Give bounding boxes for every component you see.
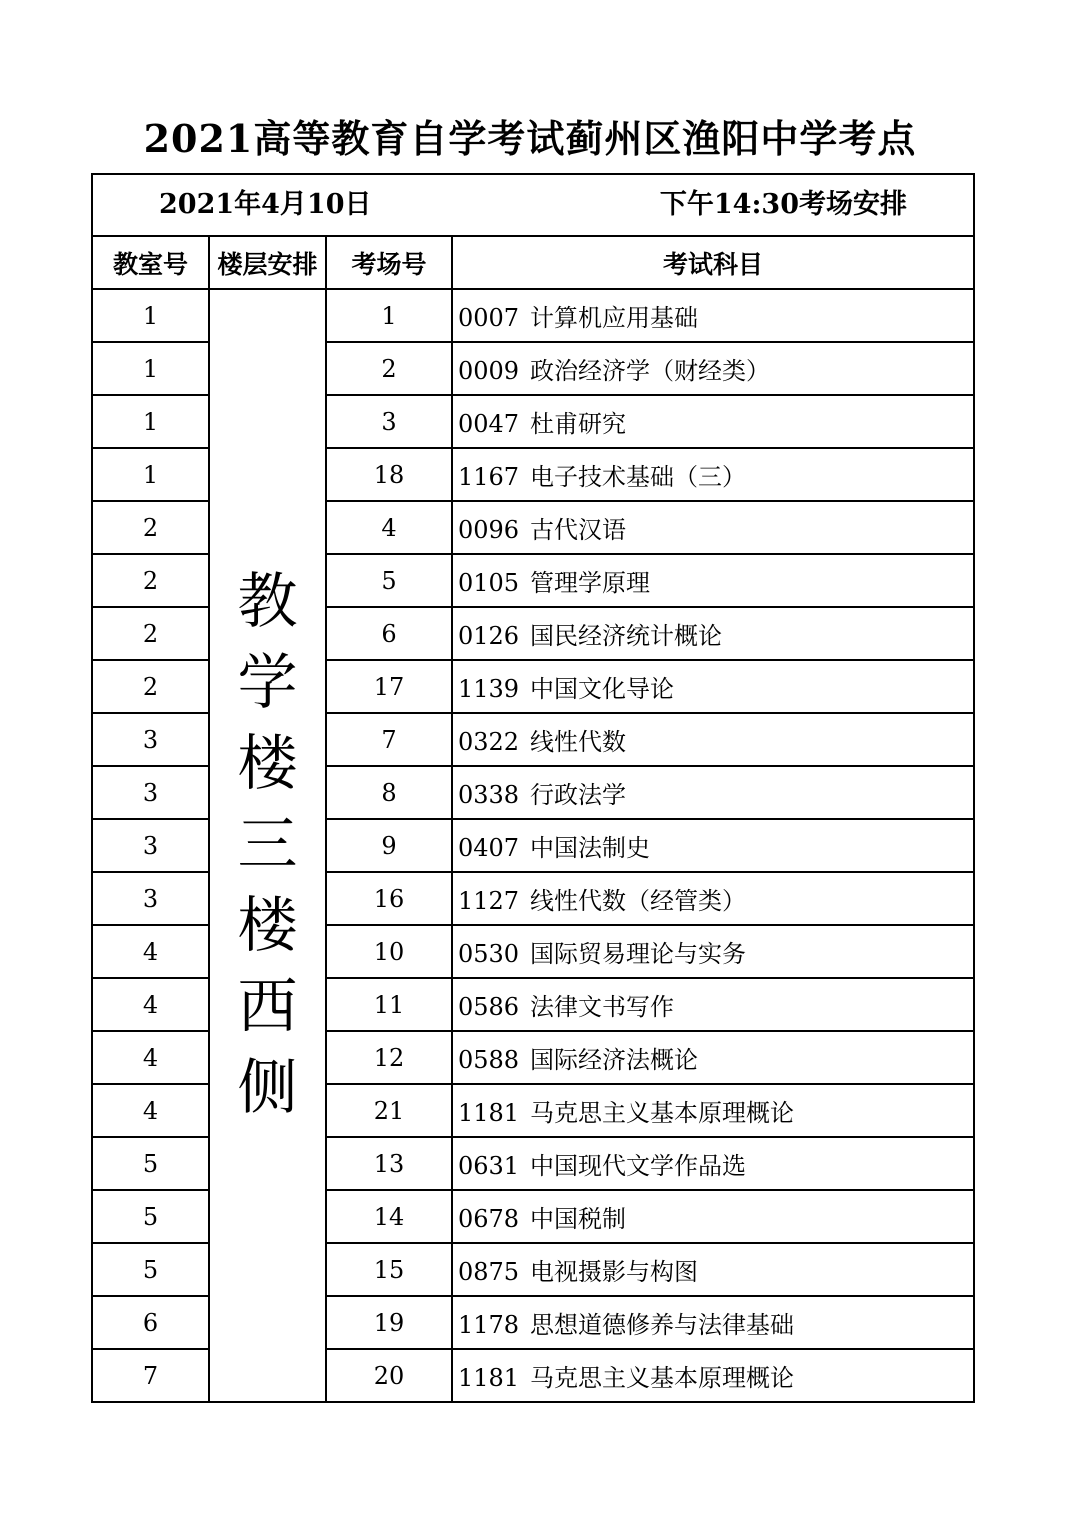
- exam-site-number-cell: 5: [326, 554, 452, 607]
- subject-code: 1127: [458, 887, 520, 915]
- exam-site-number-cell: 2: [326, 342, 452, 395]
- subject-name: 国际经济法概论: [530, 1046, 698, 1074]
- header-floor: 楼层安排: [209, 236, 326, 289]
- exam-subject-cell: [452, 395, 974, 448]
- exam-subject-cell: [452, 1349, 974, 1402]
- exam-site-number-cell: 14: [326, 1190, 452, 1243]
- room-number-cell: 2: [92, 554, 209, 607]
- subject-name: 线性代数（经管类）: [530, 887, 746, 915]
- room-number-cell: 4: [92, 978, 209, 1031]
- exam-subject-cell: [452, 342, 974, 395]
- subject-code: 0631: [458, 1152, 520, 1180]
- exam-site-number-cell: 13: [326, 1137, 452, 1190]
- page-title: 2021高等教育自学考试蓟州区渔阳中学考点: [143, 116, 917, 161]
- subject-code: 1178: [458, 1311, 520, 1339]
- room-number-cell: 2: [92, 660, 209, 713]
- room-number-cell: 6: [92, 1296, 209, 1349]
- subject-name: 电视摄影与构图: [530, 1258, 698, 1286]
- subject-name: 马克思主义基本原理概论: [530, 1364, 794, 1392]
- exam-site-number-cell: 15: [326, 1243, 452, 1296]
- header-subject: 考试科目: [452, 236, 974, 289]
- subject-code: 0007: [458, 304, 520, 332]
- floor-location-label: 教学楼三楼西侧: [237, 567, 298, 1123]
- room-number-cell: 3: [92, 713, 209, 766]
- exam-subject-cell: [452, 501, 974, 554]
- room-number-cell: 4: [92, 925, 209, 978]
- subject-code: 0588: [458, 1046, 520, 1074]
- room-number-cell: 5: [92, 1243, 209, 1296]
- room-number-cell: 3: [92, 819, 209, 872]
- exam-site-number-cell: 17: [326, 660, 452, 713]
- table-header-row: [92, 236, 974, 289]
- subject-name: 古代汉语: [530, 516, 626, 544]
- exam-subject-cell: [452, 713, 974, 766]
- room-number-cell: 3: [92, 766, 209, 819]
- exam-subject-cell: [452, 1084, 974, 1137]
- exam-subject-cell: [452, 819, 974, 872]
- exam-site-number-cell: 11: [326, 978, 452, 1031]
- exam-schedule-table: [91, 173, 975, 1403]
- exam-subject-cell: [452, 289, 974, 342]
- exam-subject-cell: [452, 660, 974, 713]
- subject-name: 中国法制史: [530, 834, 650, 862]
- exam-subject-cell: [452, 978, 974, 1031]
- room-number-cell: 1: [92, 342, 209, 395]
- subject-code: 0586: [458, 993, 520, 1021]
- exam-subject-cell: [452, 1190, 974, 1243]
- subject-name: 中国文化导论: [530, 675, 674, 703]
- exam-subject-cell: [452, 1031, 974, 1084]
- exam-subject-cell: [452, 1296, 974, 1349]
- subject-name: 管理学原理: [530, 569, 650, 597]
- exam-subject-cell: [452, 448, 974, 501]
- exam-site-number-cell: 3: [326, 395, 452, 448]
- exam-site-number-cell: 20: [326, 1349, 452, 1402]
- subject-name: 国际贸易理论与实务: [530, 940, 746, 968]
- room-number-cell: 2: [92, 607, 209, 660]
- exam-session: 下午14:30考场安排: [659, 189, 908, 220]
- room-number-cell: 2: [92, 501, 209, 554]
- room-number-cell: 5: [92, 1137, 209, 1190]
- subject-name: 马克思主义基本原理概论: [530, 1099, 794, 1127]
- exam-subject-cell: [452, 1243, 974, 1296]
- subject-code: 0126: [458, 622, 520, 650]
- exam-site-number-cell: 16: [326, 872, 452, 925]
- subject-name: 中国现代文学作品选: [530, 1152, 746, 1180]
- exam-site-number-cell: 6: [326, 607, 452, 660]
- exam-site-number-cell: 12: [326, 1031, 452, 1084]
- exam-site-number-cell: 10: [326, 925, 452, 978]
- subject-code: 0105: [458, 569, 520, 597]
- subject-name: 法律文书写作: [530, 993, 674, 1021]
- room-number-cell: 1: [92, 448, 209, 501]
- subject-code: 0338: [458, 781, 520, 809]
- table-row: [92, 289, 974, 342]
- room-number-cell: 1: [92, 395, 209, 448]
- exam-site-number-cell: 18: [326, 448, 452, 501]
- subject-name: 线性代数: [530, 728, 626, 756]
- exam-date: 2021年4月10日: [159, 189, 372, 220]
- exam-subject-cell: [452, 554, 974, 607]
- subject-code: 0407: [458, 834, 520, 862]
- subject-code: 0322: [458, 728, 520, 756]
- subject-name: 计算机应用基础: [530, 304, 698, 332]
- exam-site-number-cell: 1: [326, 289, 452, 342]
- subject-name: 行政法学: [530, 781, 626, 809]
- subject-name: 思想道德修养与法律基础: [530, 1311, 794, 1339]
- subject-name: 电子技术基础（三）: [530, 463, 746, 491]
- room-number-cell: 3: [92, 872, 209, 925]
- header-room: 教室号: [92, 236, 209, 289]
- subject-code: 0096: [458, 516, 520, 544]
- subject-name: 杜甫研究: [530, 410, 626, 438]
- room-number-cell: 4: [92, 1084, 209, 1137]
- subject-code: 0009: [458, 357, 520, 385]
- subject-name: 政治经济学（财经类）: [530, 357, 770, 385]
- subject-code: 0678: [458, 1205, 520, 1233]
- subject-name: 国民经济统计概论: [530, 622, 722, 650]
- schedule-info-cell: [92, 174, 974, 236]
- exam-site-number-cell: 8: [326, 766, 452, 819]
- exam-subject-cell: [452, 1137, 974, 1190]
- room-number-cell: 1: [92, 289, 209, 342]
- room-number-cell: 4: [92, 1031, 209, 1084]
- header-site: 考场号: [326, 236, 452, 289]
- exam-site-number-cell: 21: [326, 1084, 452, 1137]
- exam-subject-cell: [452, 925, 974, 978]
- exam-site-number-cell: 19: [326, 1296, 452, 1349]
- room-number-cell: 7: [92, 1349, 209, 1402]
- subject-code: 1181: [458, 1099, 520, 1127]
- exam-subject-cell: [452, 872, 974, 925]
- exam-site-number-cell: 4: [326, 501, 452, 554]
- exam-site-number-cell: 9: [326, 819, 452, 872]
- subject-code: 0875: [458, 1258, 520, 1286]
- subject-code: 0530: [458, 940, 520, 968]
- exam-subject-cell: [452, 766, 974, 819]
- room-number-cell: 5: [92, 1190, 209, 1243]
- floor-location-cell: [209, 289, 326, 1402]
- schedule-info-row: [92, 174, 974, 236]
- subject-code: 0047: [458, 410, 520, 438]
- subject-name: 中国税制: [530, 1205, 626, 1233]
- subject-code: 1139: [458, 675, 520, 703]
- exam-site-number-cell: 7: [326, 713, 452, 766]
- subject-code: 1167: [458, 463, 520, 491]
- subject-code: 1181: [458, 1364, 520, 1392]
- exam-subject-cell: [452, 607, 974, 660]
